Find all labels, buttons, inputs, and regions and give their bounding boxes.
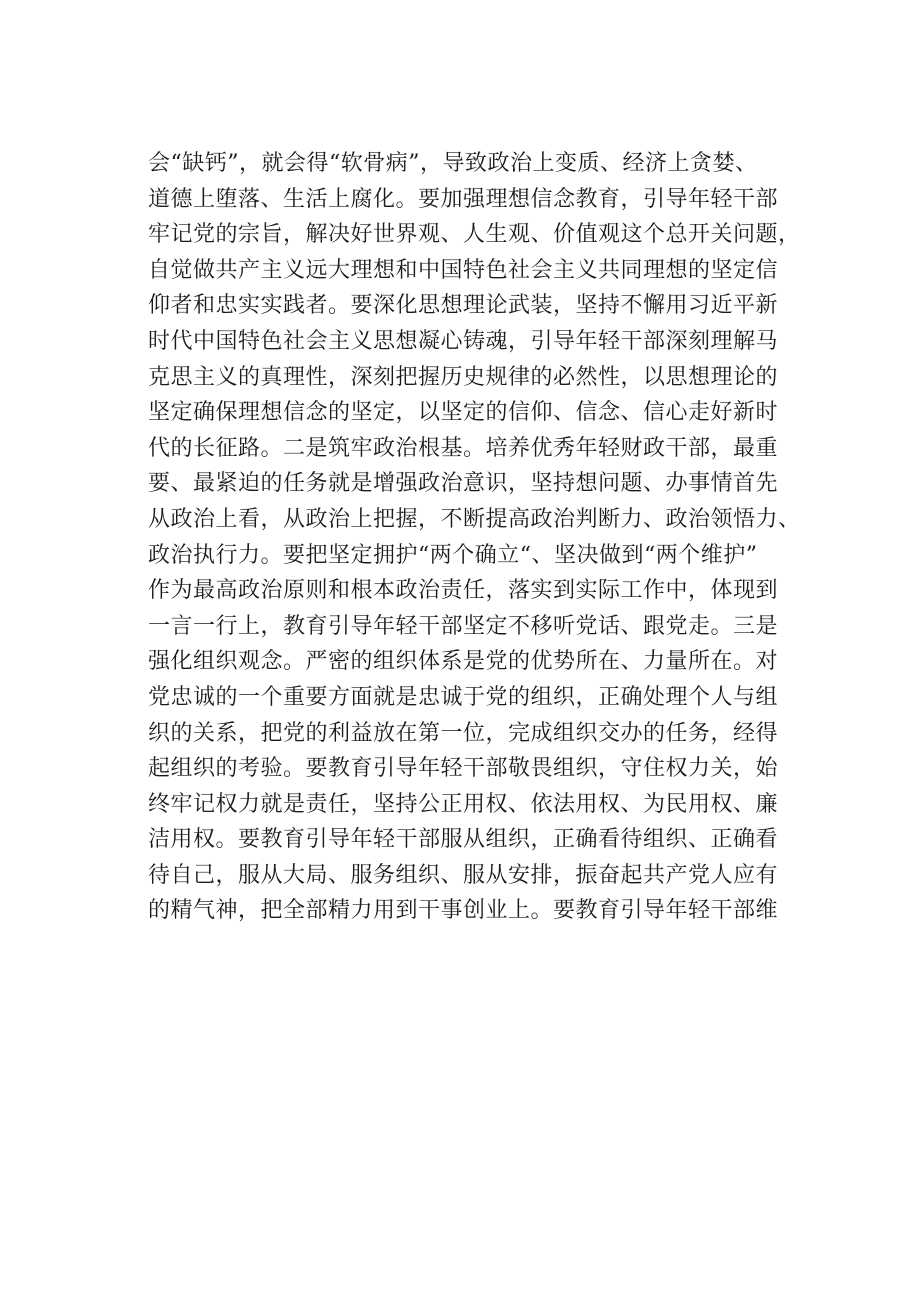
text-line: 终牢记权力就是责任，坚持公正用权、依法用权、为民用权、廉 xyxy=(148,791,779,817)
text-line: 作为最高政治原则和根本政治责任，落实到实际工作中，体现到 xyxy=(148,578,779,604)
text-line: 要、最紧迫的任务就是增强政治意识，坚持想问题、办事情首先 xyxy=(148,471,779,497)
text-line: 党忠诚的一个重要方面就是忠诚于党的组织，正确处理个人与组 xyxy=(148,684,779,710)
body-paragraph xyxy=(148,146,808,929)
text-line: 仰者和忠实实践者。要深化思想理论武装，坚持不懈用习近平新 xyxy=(148,293,779,319)
text-line: 政治执行力。要把坚定拥护“两个确立“、坚决做到“两个维护” xyxy=(148,542,758,568)
text-line: 待自己，服从大局、服务组织、服从安排，振奋起共产党人应有 xyxy=(148,862,779,888)
text-line: 从政治上看，从政治上把握，不断提高政治判断力、政治领悟力、 xyxy=(148,506,801,532)
text-line: 会“缺钙”，就会得“软骨病”，导致政治上变质、经济上贪婪、 xyxy=(148,151,758,176)
text-line: 代的长征路。二是筑牢政治根基。培养优秀年轻财政干部，最重 xyxy=(148,435,779,461)
text-line: 自觉做共产主义远大理想和中国特色社会主义共同理想的坚定信 xyxy=(148,257,779,283)
text-line: 克思主义的真理性，深刻把握历史规律的必然性，以思想理论的 xyxy=(148,364,779,390)
text-line: 起组织的考验。要教育引导年轻干部敬畏组织，守住权力关，始 xyxy=(148,756,779,782)
text-line: 坚定确保理想信念的坚定，以坚定的信仰、信念、信心走好新时 xyxy=(148,400,779,426)
text-line: 洁用权。要教育引导年轻干部服从组织，正确看待组织、正确看 xyxy=(148,827,779,853)
text-line: 的精气神，把全部精力用到干事创业上。要教育引导年轻干部维 xyxy=(148,898,779,924)
text-line: 织的关系，把党的利益放在第一位，完成组织交办的任务，经得 xyxy=(148,720,779,746)
text-line: 时代中国特色社会主义思想凝心铸魂，引导年轻干部深刻理解马 xyxy=(148,328,779,354)
text-line: 强化组织观念。严密的组织体系是党的优势所在、力量所在。对 xyxy=(148,649,779,675)
text-line: 牢记党的宗旨，解决好世界观、人生观、价值观这个总开关问题， xyxy=(148,222,801,248)
text-line: 一言一行上，教育引导年轻干部坚定不移听党话、跟党走。三是 xyxy=(148,613,779,639)
text-line: 道德上堕落、生活上腐化。要加强理想信念教育，引导年轻干部 xyxy=(148,186,779,212)
